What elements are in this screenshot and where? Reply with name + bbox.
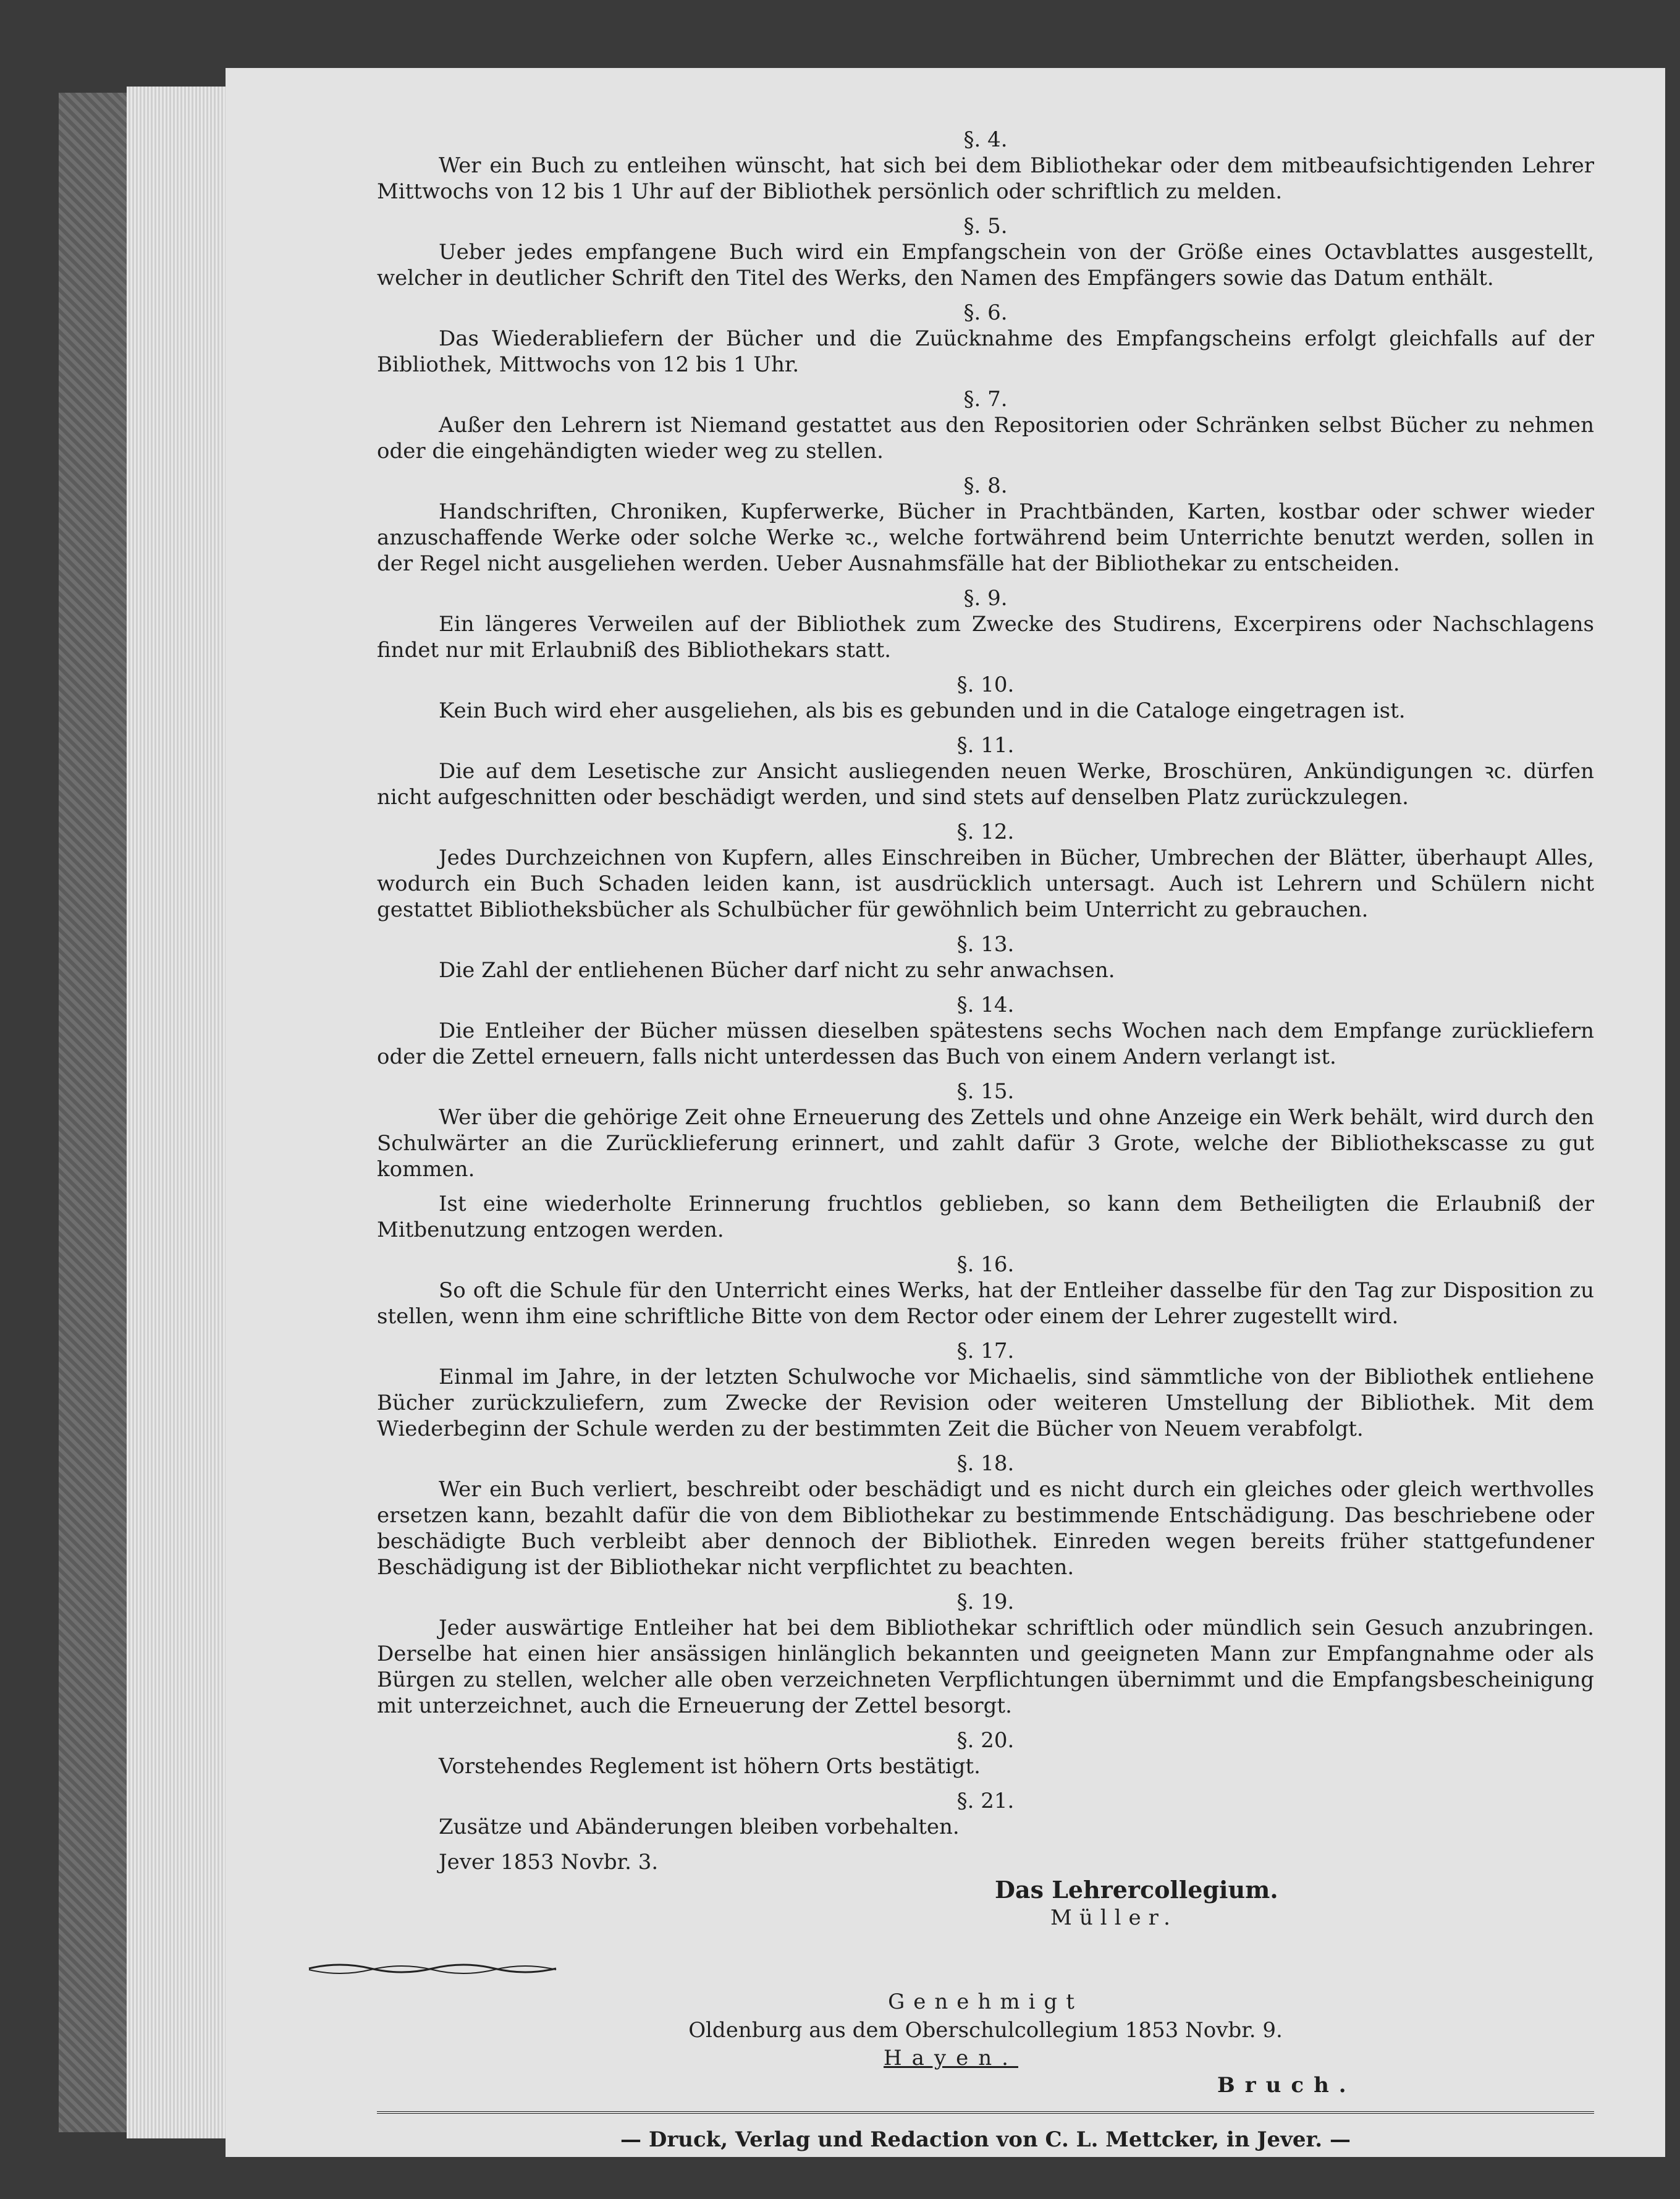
section-paragraph: Ueber jedes empfangene Buch wird ein Empfangschein von der Größe eines Octavblattes ausgestellt, welcher in deutlicher Schrift den Titel des Werks, den Namen des Empfängers sowie das Datum enthält.: [377, 240, 1594, 290]
genehmigt-label: Genehmigt: [888, 1989, 1083, 2014]
section-number: §. 10.: [956, 672, 1015, 697]
signer-hayen: Hayen.: [884, 2046, 1018, 2070]
section-number: §. 14.: [956, 993, 1015, 1017]
section-paragraph: Einmal im Jahre, in der letzten Schulwoche vor Michaelis, sind sämmtliche von der Bibliothek entliehene Bücher zurückzuliefern, zum Zwecke der Revision oder weiteren Umstellung der Bibliothek. Mit dem Wiederbeginn der Schule werden zu der bestimmten Zeit die Bücher von Neuem verabfolgt.: [377, 1365, 1594, 1441]
regulation-sections: [377, 127, 1594, 1840]
section-paragraph: Das Wiederabliefern der Bücher und die Zuücknahme des Empfangscheins erfolgt gleichfalls auf der Bibliothek, Mittwochs von 12 bis 1 Uhr.: [377, 326, 1594, 377]
section-number: §. 6.: [963, 300, 1008, 325]
section-paragraph: Vorstehendes Reglement ist höhern Orts bestätigt.: [439, 1754, 981, 1779]
section-number: §. 16.: [956, 1252, 1015, 1277]
section-number: §. 5.: [963, 214, 1008, 239]
section-paragraph: Wer ein Buch zu entleihen wünscht, hat sich bei dem Bibliothekar oder dem mitbeaufsichtigenden Lehrer Mittwochs von 12 bis 1 Uhr auf der Bibliothek persönlich oder schriftlich zu melden.: [377, 153, 1594, 204]
section-paragraph: Die Zahl der entliehenen Bücher darf nicht zu sehr anwachsen.: [439, 958, 1115, 983]
section-paragraph: Die auf dem Lesetische zur Ansicht ausliegenden neuen Werke, Broschüren, Ankündigungen ꝛc. dürfen nicht aufgeschnitten oder beschädigt werden, und sind stets auf denselben Platz zurückzulegen.: [377, 759, 1594, 810]
section-number: §. 4.: [963, 127, 1008, 152]
collegium-heading: Das Lehrercollegium.: [995, 1876, 1278, 1904]
section-number: §. 11.: [956, 733, 1015, 758]
section-paragraph: Jedes Durchzeichnen von Kupfern, alles Einschreiben in Bücher, Umbrechen der Blätter, überhaupt Alles, wodurch ein Buch Schaden leiden kann, ist ausdrücklich untersagt. Auch ist Lehrern und Schülern nicht gestattet Bibliotheksbücher als Schulbücher für gewöhnlich beim Unterricht zu gebrauchen.: [377, 845, 1594, 922]
section-paragraph: Jeder auswärtige Entleiher hat bei dem Bibliothekar schriftlich oder mündlich sein Gesuch anzubringen. Derselbe hat einen hier ansässigen hinlänglich bekannten und geeigneten Mann zur Empfangnahme oder als Bürgen zu stellen, welcher alle oben verzeichneten Verpflichtungen übernimmt und die Empfangsbescheinigung mit unterzeichnet, auch die Erneuerung der Zettel besorgt.: [377, 1616, 1594, 1718]
section-paragraph: Ein längeres Verweilen auf der Bibliothek zum Zwecke des Studirens, Excerpirens oder Nachschlagens findet nur mit Erlaubniß des Bibliothekars statt.: [377, 612, 1594, 663]
book-cover-edge: [59, 93, 127, 2132]
page-text: [377, 127, 1594, 2153]
section-paragraph: So oft die Schule für den Unterricht eines Werks, hat der Entleiher dasselbe für den Tag zur Disposition zu stellen, wenn ihm eine schriftliche Bitte von dem Rector oder einem der Lehrer zugestellt wird.: [377, 1278, 1594, 1329]
section-number: §. 12.: [956, 820, 1015, 844]
section-number: §. 7.: [963, 387, 1008, 412]
signature-block: [377, 1876, 1594, 1950]
page-stack-edges: [127, 87, 226, 2138]
signer-bruch-row: [377, 2072, 1594, 2099]
section-number: §. 21.: [956, 1789, 1015, 1813]
section-number: §. 13.: [956, 932, 1015, 957]
section-paragraph: Wer über die gehörige Zeit ohne Erneuerung des Zettels und ohne Anzeige ein Werk behält, wird durch den Schulwärter an die Zurücklieferung erinnert, und zahlt dafür 3 Grote, welche der Bibliothekscasse zu gut kommen.: [377, 1105, 1594, 1182]
footer-rule: [377, 2111, 1594, 2114]
section-number: §. 20.: [956, 1728, 1015, 1753]
section-paragraph: Außer den Lehrern ist Niemand gestattet aus den Repositorien oder Schränken selbst Bücher zu nehmen oder die eingehändigten wieder weg zu stellen.: [377, 413, 1594, 464]
section-number: §. 19.: [956, 1590, 1015, 1614]
section-number: §. 8.: [963, 473, 1008, 498]
section-paragraph: Kein Buch wird eher ausgeliehen, als bis es gebunden und in die Cataloge eingetragen ist.: [439, 698, 1406, 723]
section-paragraph: Die Entleiher der Bücher müssen dieselben spätestens sechs Wochen nach dem Empfange zurückliefern oder die Zettel erneuern, falls nicht unterdessen das Buch von einem Andern verlangt ist.: [377, 1019, 1594, 1069]
section-paragraph: Ist eine wiederholte Erinnerung fruchtlos geblieben, so kann dem Betheiligten die Erlaubniß der Mitbenutzung entzogen werden.: [377, 1192, 1594, 1242]
section-number: §. 9.: [963, 586, 1008, 611]
date-line: Jever 1853 Novbr. 3.: [439, 1850, 659, 1875]
signer-hayen-row: [377, 2044, 1594, 2072]
section-paragraph: Wer ein Buch verliert, beschreibt oder beschädigt und es nicht durch ein gleiches oder gleich werthvolles ersetzen kann, bezahlt dafür die von dem Bibliothekar zu bestimmende Entschädigung. Das beschriebene oder beschädigte Buch verbleibt aber dennoch der Bibliothek. Einreden wegen bereits früher stattgefundener Beschädigung ist der Bibliothekar nicht verpflichtet zu beachten.: [377, 1477, 1594, 1580]
document-page: [226, 68, 1665, 2157]
signer-bruch: Bruch.: [1217, 2073, 1356, 2098]
approval-line: Oldenburg aus dem Oberschulcollegium 1853 Novbr. 9.: [688, 2018, 1283, 2043]
ornamental-divider: [303, 1961, 562, 1976]
printer-imprint: — Druck, Verlag und Redaction von C. L. Mettcker, in Jever. —: [620, 2127, 1351, 2152]
signer-mueller: Müller.: [1050, 1905, 1178, 1930]
section-number: §. 17.: [956, 1339, 1015, 1363]
section-paragraph: Zusätze und Abänderungen bleiben vorbehalten.: [439, 1815, 960, 1839]
section-number: §. 18.: [956, 1451, 1015, 1476]
section-paragraph: Handschriften, Chroniken, Kupferwerke, Bücher in Prachtbänden, Karten, kostbar oder schwer wieder anzuschaffende Werke oder solche Werke ꝛc., welche fortwährend beim Unterrichte benutzt werden, sollen in der Regel nicht ausgeliehen werden. Ueber Ausnahmsfälle hat der Bibliothekar zu entscheiden.: [377, 499, 1594, 576]
section-number: §. 15.: [956, 1079, 1015, 1104]
